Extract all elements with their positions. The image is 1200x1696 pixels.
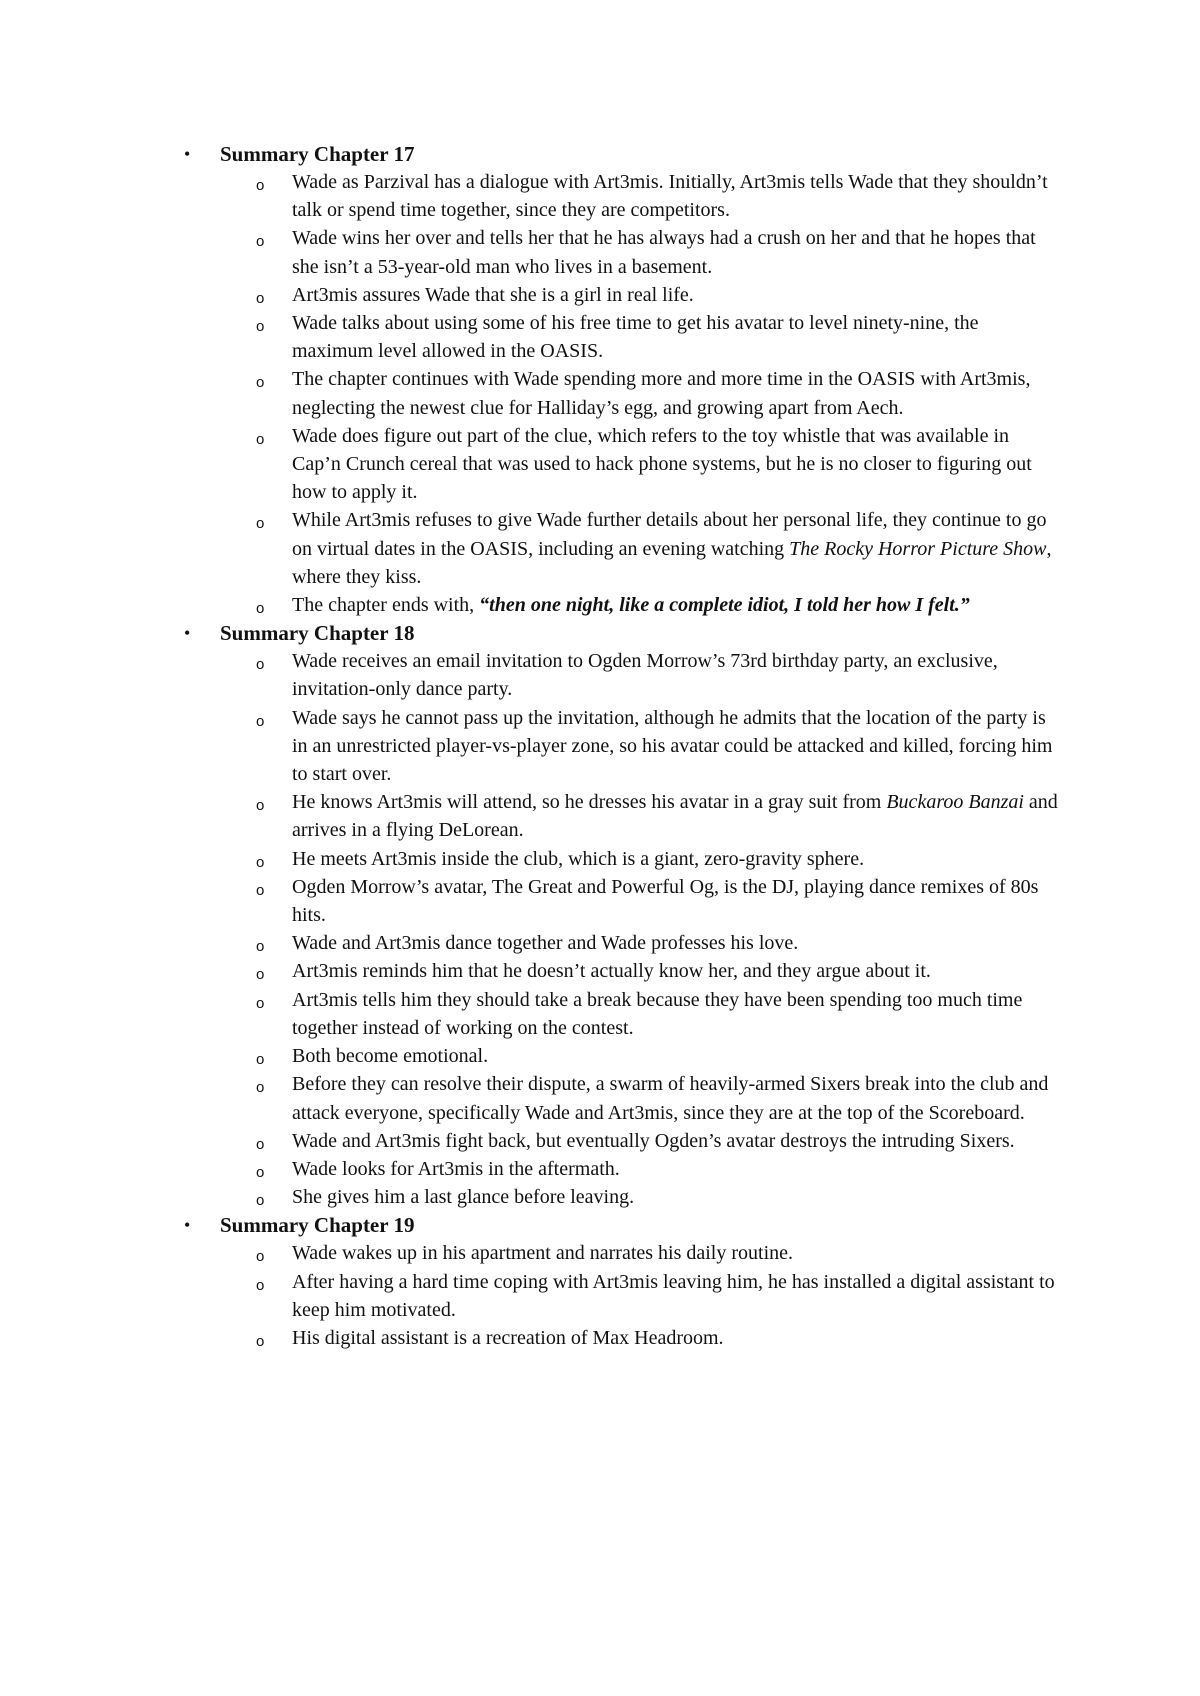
item-text-before: While Art3mis refuses to give Wade further details about her personal life, they continue to go on virtual dates in the OASIS, including an evening watching — [292, 509, 1047, 560]
item-text: Both become emotional. — [292, 1045, 489, 1068]
item-text: Wade talks about using some of his free time to get his avatar to level ninety-nine, the maximum level allowed in the OASIS. — [292, 312, 979, 363]
sub-bullet-icon: o — [256, 600, 265, 618]
item-text: Wade says he cannot pass up the invitation, although he admits that the location of the party is in an unrestricted player-vs-player zone, so his avatar could be attacked and killed, forcing him to start over. — [292, 706, 1053, 786]
sub-bullet-icon: o — [256, 1248, 265, 1266]
sub-bullet-icon: o — [256, 233, 265, 251]
item-text: His digital assistant is a recreation of Max Headroom. — [292, 1326, 724, 1349]
item-text: Wade looks for Art3mis in the aftermath. — [292, 1157, 620, 1180]
list-item — [0, 1239, 1200, 1267]
item-text: Art3mis assures Wade that she is a girl in real life. — [292, 283, 694, 306]
item-text-before: He knows Art3mis will attend, so he dresses his avatar in a gray suit from — [292, 791, 887, 814]
list-item — [0, 309, 1200, 365]
sub-bullet-icon: o — [256, 656, 265, 674]
bullet-list — [0, 647, 1200, 1211]
item-text: Ogden Morrow’s avatar, The Great and Powerful Og, is the DJ, playing dance remixes of 80s hits. — [292, 875, 1039, 927]
sub-bullet-icon: o — [256, 881, 265, 899]
list-item — [0, 506, 1200, 591]
list-item — [0, 647, 1200, 703]
film-title: Buckaroo Banzai — [886, 791, 1024, 814]
list-item — [0, 1324, 1200, 1352]
list-item — [0, 422, 1200, 507]
heading-text: Summary Chapter 17 — [220, 142, 415, 166]
section-chapter-18 — [0, 619, 1200, 1211]
list-item — [0, 365, 1200, 421]
section-chapter-19 — [0, 1211, 1200, 1352]
item-text: Art3mis tells him they should take a break because they have been spending too much time together instead of working on the contest. — [292, 988, 1023, 1039]
item-text: Wade as Parzival has a dialogue with Art3mis. Initially, Art3mis tells Wade that they shouldn’t talk or spend time together, since they are competitors. — [292, 171, 1048, 222]
bullet-icon: • — [184, 1215, 191, 1236]
bullet-list — [0, 1239, 1200, 1352]
list-item — [0, 1070, 1200, 1126]
item-text: Wade wakes up in his apartment and narrates his daily routine. — [292, 1242, 794, 1265]
sub-bullet-icon: o — [256, 1079, 265, 1097]
item-text: After having a hard time coping with Art3mis leaving him, he has installed a digital assistant to keep him motivated. — [292, 1270, 1055, 1321]
sub-bullet-icon: o — [256, 1192, 265, 1210]
heading-text: Summary Chapter 18 — [220, 621, 415, 646]
bullet-list — [0, 168, 1200, 619]
list-item — [0, 704, 1200, 789]
sub-bullet-icon: o — [256, 289, 265, 307]
section-heading — [0, 140, 1200, 168]
item-text-before: The chapter ends with, — [292, 594, 480, 617]
list-item — [0, 1183, 1200, 1211]
list-item — [0, 1127, 1200, 1155]
list-item — [0, 929, 1200, 957]
item-text: Wade wins her over and tells her that he has always had a crush on her and that he hopes that she isn’t a 53-year-old man who lives in a basement. — [292, 227, 1036, 278]
list-item — [0, 873, 1200, 929]
list-item — [0, 591, 1200, 619]
sub-bullet-icon: o — [256, 994, 265, 1012]
item-text: He meets Art3mis inside the club, which is a giant, zero-gravity sphere. — [292, 847, 865, 870]
item-text: Wade does figure out part of the clue, which refers to the toy whistle that was available in Cap’n Crunch cereal that was used to hack phone systems, but he is no closer to figuring out how to apply it. — [292, 424, 1032, 504]
item-text: Art3mis reminds him that he doesn’t actually know her, and they argue about it. — [292, 960, 931, 983]
section-heading — [0, 619, 1200, 647]
sub-bullet-icon: o — [256, 430, 265, 448]
sub-bullet-icon: o — [256, 1163, 265, 1181]
sub-bullet-icon: o — [256, 1332, 265, 1350]
item-text: Wade receives an email invitation to Ogden Morrow’s 73rd birthday party, an exclusive, invitation-only dance party. — [292, 650, 998, 701]
sub-bullet-icon: o — [256, 1276, 265, 1294]
heading-text: Summary Chapter 19 — [220, 1213, 415, 1238]
sub-bullet-icon: o — [256, 318, 265, 336]
list-item — [0, 1042, 1200, 1070]
sub-bullet-icon: o — [256, 853, 265, 871]
list-item — [0, 788, 1200, 844]
item-text: She gives him a last glance before leaving. — [292, 1186, 635, 1209]
list-item — [0, 281, 1200, 309]
item-text: The chapter continues with Wade spending more and more time in the OASIS with Art3mis, neglecting the newest clue for Halliday’s egg, and growing apart from Aech. — [292, 368, 1031, 419]
section-chapter-17 — [0, 140, 1200, 619]
list-item — [0, 1155, 1200, 1183]
item-text: Before they can resolve their dispute, a swarm of heavily-armed Sixers break into the club and attack everyone, specifically Wade and Art3mis, since they are at the top of the Scoreboard. — [292, 1073, 1049, 1124]
item-text: Wade and Art3mis dance together and Wade professes his love. — [292, 932, 799, 955]
sub-bullet-icon: o — [256, 712, 265, 730]
sub-bullet-icon: o — [256, 177, 265, 194]
sub-bullet-icon: o — [256, 515, 265, 533]
list-item — [0, 224, 1200, 280]
bullet-icon: • — [184, 623, 191, 644]
sub-bullet-icon: o — [256, 966, 265, 984]
document-page — [0, 140, 1200, 1352]
item-text: Wade and Art3mis fight back, but eventually Ogden’s avatar destroys the intruding Sixers. — [292, 1129, 1015, 1152]
section-heading — [0, 1211, 1200, 1239]
sub-bullet-icon: o — [256, 374, 265, 392]
film-title: The Rocky Horror Picture Show — [789, 537, 1047, 560]
sub-bullet-icon: o — [256, 797, 265, 815]
sub-bullet-icon: o — [256, 1051, 265, 1069]
sub-bullet-icon: o — [256, 938, 265, 956]
bullet-icon: • — [184, 144, 191, 164]
list-item — [0, 1268, 1200, 1324]
closing-quote: “then one night, like a complete idiot, I told her how I felt.” — [479, 594, 970, 617]
sub-bullet-icon: o — [256, 1135, 265, 1153]
list-item — [0, 845, 1200, 873]
list-item — [0, 957, 1200, 985]
list-item — [0, 986, 1200, 1042]
list-item — [0, 168, 1200, 224]
item-text-after: , where they kiss. — [292, 537, 1052, 588]
item-text-after: and arrives in a flying DeLorean. — [292, 791, 1058, 842]
